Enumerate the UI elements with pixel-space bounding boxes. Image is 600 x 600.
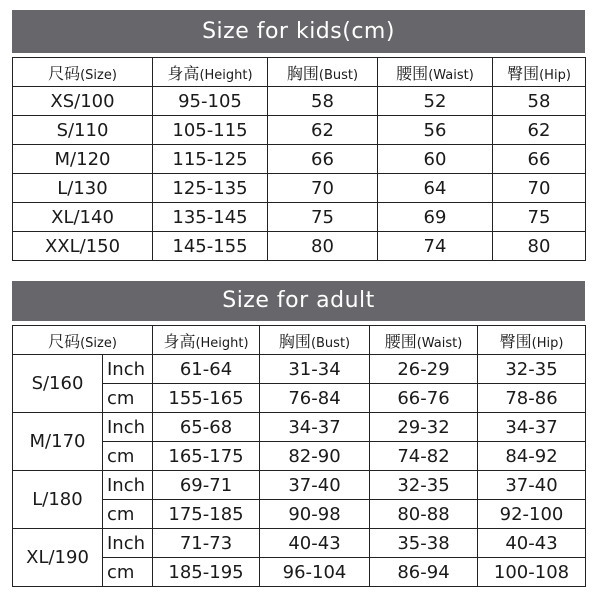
table-row: [13, 145, 586, 174]
kids-height-cell: 105-115: [153, 116, 268, 145]
kids-header-height: 身高(Height): [153, 58, 268, 87]
kids-waist-cell: 74: [378, 232, 493, 261]
unit-cm-cell: cm: [103, 558, 153, 587]
table-row: [13, 174, 586, 203]
kids-size-cell: M/120: [13, 145, 153, 174]
adult-bust-cell: 90-98: [260, 500, 370, 529]
adult-header-hip: 臀围(Hip): [478, 326, 586, 355]
adult-hip-cell: 92-100: [478, 500, 586, 529]
kids-size-cell: S/110: [13, 116, 153, 145]
kids-bust-cell: 80: [268, 232, 378, 261]
kids-height-cell: 125-135: [153, 174, 268, 203]
unit-inch-cell: Inch: [103, 471, 153, 500]
adult-header-height: 身高(Height): [153, 326, 260, 355]
kids-waist-cell: 52: [378, 87, 493, 116]
adult-hip-cell: 34-37: [478, 413, 586, 442]
kids-height-cell: 95-105: [153, 87, 268, 116]
table-row: [13, 232, 586, 261]
table-row: [13, 355, 586, 384]
unit-cm-cell: cm: [103, 384, 153, 413]
adult-size-cell: M/170: [13, 413, 103, 471]
adult-height-cell: 155-165: [153, 384, 260, 413]
kids-bust-cell: 75: [268, 203, 378, 232]
kids-size-cell: XL/140: [13, 203, 153, 232]
kids-header-size: 尺码(Size): [13, 58, 153, 87]
table-row: [13, 203, 586, 232]
adult-waist-cell: 35-38: [370, 529, 478, 558]
unit-inch-cell: Inch: [103, 413, 153, 442]
kids-header-row: [13, 58, 586, 87]
kids-height-cell: 135-145: [153, 203, 268, 232]
adult-bust-cell: 82-90: [260, 442, 370, 471]
adult-size-title: Size for adult: [12, 281, 585, 321]
adult-hip-cell: 84-92: [478, 442, 586, 471]
kids-hip-cell: 58: [493, 87, 586, 116]
kids-waist-cell: 64: [378, 174, 493, 203]
kids-hip-cell: 66: [493, 145, 586, 174]
table-row: [13, 116, 586, 145]
unit-cm-cell: cm: [103, 500, 153, 529]
adult-height-cell: 69-71: [153, 471, 260, 500]
kids-bust-cell: 58: [268, 87, 378, 116]
adult-hip-cell: 40-43: [478, 529, 586, 558]
adult-header-waist: 腰围(Waist): [370, 326, 478, 355]
kids-bust-cell: 66: [268, 145, 378, 174]
adult-waist-cell: 32-35: [370, 471, 478, 500]
kids-header-bust: 胸围(Bust): [268, 58, 378, 87]
adult-bust-cell: 34-37: [260, 413, 370, 442]
adult-waist-cell: 66-76: [370, 384, 478, 413]
kids-waist-cell: 60: [378, 145, 493, 174]
kids-size-cell: L/130: [13, 174, 153, 203]
adult-header-size: 尺码(Size): [13, 326, 153, 355]
adult-waist-cell: 86-94: [370, 558, 478, 587]
kids-size-cell: XS/100: [13, 87, 153, 116]
adult-hip-cell: 37-40: [478, 471, 586, 500]
adult-hip-cell: 32-35: [478, 355, 586, 384]
kids-waist-cell: 69: [378, 203, 493, 232]
kids-header-waist: 腰围(Waist): [378, 58, 493, 87]
adult-size-cell: L/180: [13, 471, 103, 529]
kids-bust-cell: 62: [268, 116, 378, 145]
adult-height-cell: 165-175: [153, 442, 260, 471]
table-row: [13, 529, 586, 558]
adult-waist-cell: 80-88: [370, 500, 478, 529]
kids-height-cell: 145-155: [153, 232, 268, 261]
kids-size-cell: XXL/150: [13, 232, 153, 261]
kids-hip-cell: 62: [493, 116, 586, 145]
adult-bust-cell: 37-40: [260, 471, 370, 500]
kids-hip-cell: 70: [493, 174, 586, 203]
adult-bust-cell: 40-43: [260, 529, 370, 558]
adult-height-cell: 71-73: [153, 529, 260, 558]
adult-size-cell: XL/190: [13, 529, 103, 587]
adult-hip-cell: 78-86: [478, 384, 586, 413]
table-row: [13, 87, 586, 116]
unit-inch-cell: Inch: [103, 529, 153, 558]
adult-bust-cell: 76-84: [260, 384, 370, 413]
adult-hip-cell: 100-108: [478, 558, 586, 587]
adult-height-cell: 185-195: [153, 558, 260, 587]
unit-inch-cell: Inch: [103, 355, 153, 384]
kids-bust-cell: 70: [268, 174, 378, 203]
unit-cm-cell: cm: [103, 442, 153, 471]
kids-header-hip: 臀围(Hip): [493, 58, 586, 87]
kids-size-title: Size for kids(cm): [12, 10, 585, 53]
adult-waist-cell: 29-32: [370, 413, 478, 442]
adult-height-cell: 61-64: [153, 355, 260, 384]
kids-size-table: [12, 57, 586, 261]
adult-bust-cell: 96-104: [260, 558, 370, 587]
adult-header-row: [13, 326, 586, 355]
kids-waist-cell: 56: [378, 116, 493, 145]
kids-hip-cell: 80: [493, 232, 586, 261]
table-row: [13, 413, 586, 442]
kids-height-cell: 115-125: [153, 145, 268, 174]
adult-header-bust: 胸围(Bust): [260, 326, 370, 355]
kids-hip-cell: 75: [493, 203, 586, 232]
adult-size-cell: S/160: [13, 355, 103, 413]
adult-size-table: [12, 325, 586, 587]
adult-height-cell: 175-185: [153, 500, 260, 529]
table-row: [13, 471, 586, 500]
adult-waist-cell: 26-29: [370, 355, 478, 384]
adult-bust-cell: 31-34: [260, 355, 370, 384]
adult-height-cell: 65-68: [153, 413, 260, 442]
adult-waist-cell: 74-82: [370, 442, 478, 471]
